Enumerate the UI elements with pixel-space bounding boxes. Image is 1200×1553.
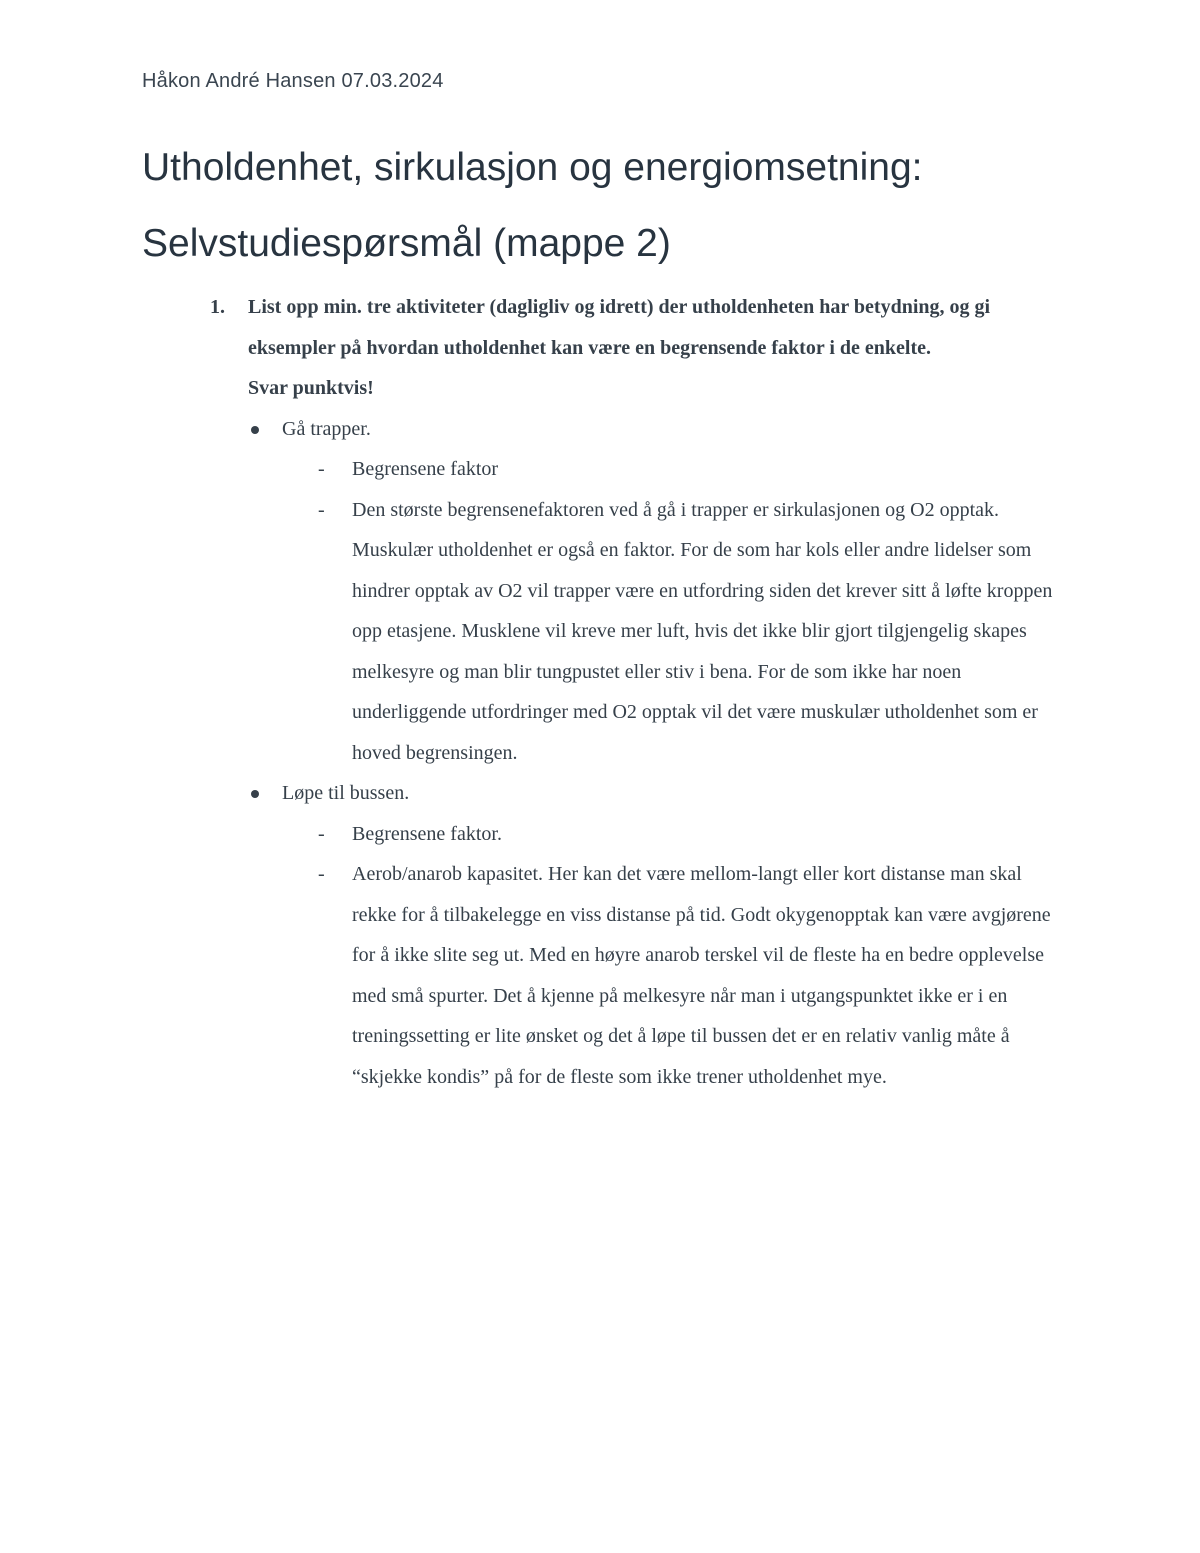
sub-item: [248, 854, 1068, 1097]
bullet-item-stairs: [248, 409, 1068, 450]
sub-item: [248, 490, 1068, 774]
sub-item: [248, 449, 1068, 490]
document-title: [142, 130, 1102, 282]
title-line-1: Utholdenhet, sirkulasjon og energiomsetning:: [142, 146, 923, 189]
dash-marker: -: [318, 822, 325, 845]
bullet-label: Gå trapper.: [282, 417, 371, 440]
question-list: [210, 287, 1068, 1097]
bullet-dot-icon: [251, 426, 259, 434]
answer-instruction: Svar punktvis!: [248, 377, 374, 399]
sub-list-stairs: [248, 449, 1068, 773]
sub-list-bus: [248, 814, 1068, 1098]
question-1: [210, 287, 1068, 368]
dash-marker: -: [318, 498, 325, 521]
dash-marker: -: [318, 458, 325, 480]
author-date-header: Håkon André Hansen 07.03.2024: [142, 70, 444, 92]
sub-item-text: Begrensene faktor.: [352, 822, 502, 845]
bullet-label: Løpe til bussen.: [282, 782, 410, 804]
question-text: List opp min. tre aktiviteter (dagligliv og idrett) der utholdenheten har betydning, og gi eksempler på hvordan utholdenhet kan være en begrensende faktor i de enkelte.: [248, 296, 991, 359]
question-number: 1.: [210, 296, 225, 318]
bullet-item-bus: [248, 773, 1068, 814]
sub-item: [248, 814, 1068, 855]
title-line-2: Selvstudiespørsmål (mappe 2): [142, 222, 671, 265]
dash-marker: -: [318, 863, 325, 885]
bullet-dot-icon: [251, 790, 259, 798]
sub-item-text: Begrensene faktor: [352, 458, 499, 480]
sub-item-text: Aerob/anarob kapasitet. Her kan det være mellom-langt eller kort distanse man skal rekke for å tilbakelegge en viss distanse på tid. Godt okygenopptak kan være avgjørene for å ikke slite seg ut. Med en høyre anarob terskel vil de fleste ha en bedre opplevelse med små spurter. Det å kjenne på melkesyre når man i utgangspunktet ikke er i en treningssetting er lite ønsket og det å løpe til bussen det er en relativ vanlig måte å “skjekke kondis” på for de fleste som ikke trener utholdenhet mye.: [352, 863, 1051, 1088]
sub-item-text: Den største begrensenefaktoren ved å gå i trapper er sirkulasjonen og O2 opptak. Muskulær utholdenhet er også en faktor. For de som har kols eller andre lidelser som hindrer opptak av O2 vil trapper være en utfordring siden det krever sitt å løfte kroppen opp etasjene. Musklene vil kreve mer luft, hvis det ikke blir gjort tilgjengelig skapes melkesyre og man blir tungpustet eller stiv i bena. For de som ikke har noen underliggende utfordringer med O2 opptak vil det være muskulær utholdenhet som er hoved begrensingen.: [352, 498, 1053, 764]
